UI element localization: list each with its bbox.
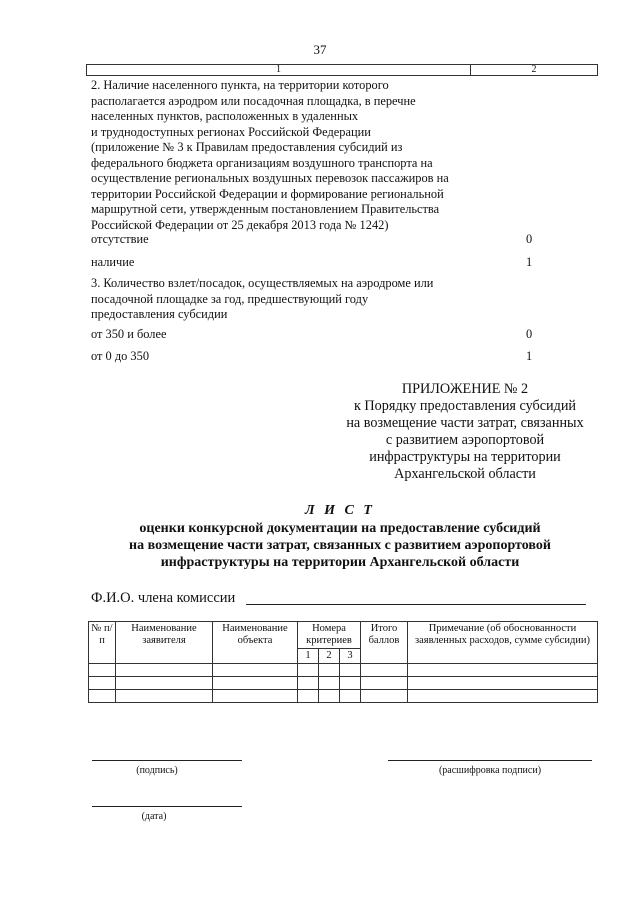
sheet-subtitle-line: на возмещение части затрат, связанных с развитием аэропортовой [129, 538, 551, 553]
sheet-title: Л И С Т [305, 503, 375, 518]
commission-member-label: Ф.И.О. члена комиссии [91, 590, 236, 606]
decryption-caption: (расшифровка подписи) [438, 765, 542, 776]
col-header-applicant: Наименование заявителя [116, 622, 213, 664]
table-cell[interactable] [116, 677, 213, 690]
col-header-total: Итого баллов [361, 622, 408, 664]
table-cell[interactable] [116, 664, 213, 677]
table-cell[interactable] [298, 690, 319, 703]
table-cell[interactable] [361, 690, 408, 703]
criterion-2-line: Российской Федерации от 25 декабря 2013 года № 1242) [91, 217, 389, 232]
sheet-subtitle-line: инфраструктуры на территории Архангельской области [160, 555, 520, 570]
table-cell[interactable] [340, 677, 361, 690]
criteria-number: 3 [340, 649, 361, 664]
decryption-line[interactable] [388, 760, 592, 761]
table-row [89, 677, 598, 690]
appendix-line: к Порядку предоставления субсидий [353, 398, 577, 414]
evaluation-table [88, 621, 598, 703]
table-cell[interactable] [89, 664, 116, 677]
table-row [89, 664, 598, 677]
table-cell[interactable] [319, 664, 340, 677]
table-cell[interactable] [319, 677, 340, 690]
option-score: 1 [526, 255, 533, 269]
table-cell[interactable] [319, 690, 340, 703]
criterion-2-text [91, 78, 471, 233]
date-line[interactable] [92, 806, 242, 807]
criterion-2-line: (приложение № 3 к Правилам предоставления субсидий из [91, 140, 403, 154]
appendix-line: инфраструктуры на территории [369, 449, 561, 465]
appendix-title: ПРИЛОЖЕНИЕ № 2 [401, 381, 529, 397]
col-header-number: № п/п [89, 622, 116, 664]
appendix-line: Архангельской области [394, 466, 536, 482]
col-header-object: Наименование объекта [213, 622, 298, 664]
criterion-2-line: населенных пунктов, расположенных в удаленных [91, 109, 359, 123]
criterion-2-line: осуществление региональных воздушных перевозок пассажиров на [91, 171, 449, 185]
table-cell[interactable] [408, 677, 598, 690]
table-cell[interactable] [408, 690, 598, 703]
criterion-2-line: и труднодоступных регионах Российской Федерации [91, 124, 371, 139]
sheet-subtitle-line: оценки конкурсной документации на предоставление субсидий [139, 521, 541, 536]
option-score: 0 [526, 327, 533, 341]
signature-line[interactable] [92, 760, 242, 761]
criteria-number: 2 [319, 649, 340, 664]
table-cell[interactable] [213, 664, 298, 677]
criterion-3-line: 3. Количество взлет/посадок, осуществляемых на аэродроме или [91, 276, 434, 290]
criterion-2-line: маршрутной сети, утвержденным постановлением Правительства [91, 202, 440, 216]
date-caption: (дата) [141, 811, 167, 822]
appendix-line: с развитием аэропортовой [385, 432, 545, 448]
table-cell[interactable] [361, 677, 408, 690]
table-cell[interactable] [89, 677, 116, 690]
criteria-table-header [86, 64, 598, 76]
table-cell[interactable] [116, 690, 213, 703]
criteria-number: 1 [298, 649, 319, 664]
page-number: 37 [313, 42, 327, 57]
criterion-3-line: предоставления субсидии [91, 307, 228, 321]
table-cell[interactable] [408, 664, 598, 677]
table-cell[interactable] [361, 664, 408, 677]
table-cell[interactable] [340, 664, 361, 677]
criteria-col-header-1: 1 [87, 65, 471, 75]
table-cell[interactable] [213, 690, 298, 703]
col-header-criteria: Номера критериев [298, 622, 361, 649]
appendix-line: на возмещение части затрат, связанных [346, 415, 584, 431]
option-score: 0 [526, 232, 533, 246]
option-score: 1 [526, 349, 533, 363]
criterion-3-text [91, 276, 471, 323]
commission-member-field[interactable] [246, 604, 586, 605]
option-label: от 350 и более [91, 327, 167, 341]
criterion-2-line: располагается аэродром или посадочная площадка, в перечне [91, 93, 416, 108]
criterion-2-line: федерального бюджета организациям воздушного транспорта на [91, 155, 433, 170]
criteria-col-header-2: 2 [531, 64, 537, 75]
table-cell[interactable] [89, 690, 116, 703]
col-header-note: Примечание (об обоснованности заявленных расходов, сумме субсидии) [408, 622, 598, 664]
sheet-subtitle [40, 520, 640, 571]
option-label: наличие [91, 255, 135, 269]
option-label: отсутствие [91, 232, 149, 246]
appendix-block [320, 381, 610, 483]
table-row [89, 690, 598, 703]
criterion-3-line: посадочной площадке за год, предшествующий году [91, 291, 369, 306]
option-label: от 0 до 350 [91, 349, 150, 363]
table-cell[interactable] [298, 664, 319, 677]
table-cell[interactable] [298, 677, 319, 690]
signature-caption: (подпись) [136, 765, 178, 776]
table-cell[interactable] [340, 690, 361, 703]
criterion-2-line: территории Российской Федерации и формирование региональной [91, 186, 444, 201]
criterion-2-line: 2. Наличие населенного пункта, на территории которого [91, 78, 389, 92]
table-cell[interactable] [213, 677, 298, 690]
